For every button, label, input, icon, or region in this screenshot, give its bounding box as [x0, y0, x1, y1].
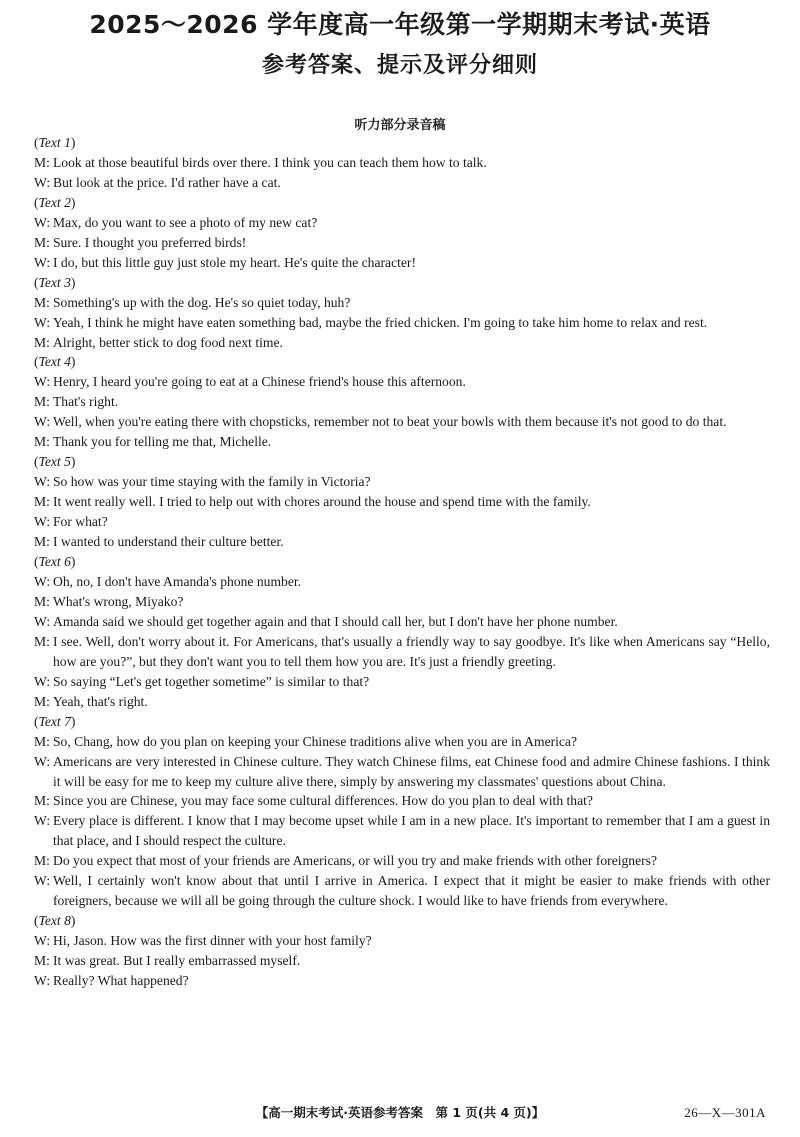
dialogue-line [34, 811, 770, 851]
text-section-label [34, 911, 770, 931]
speaker-label: M: [34, 853, 50, 869]
dialogue-line [34, 432, 770, 452]
section-heading: 听力部分录音稿 [354, 118, 446, 133]
text-label-name: Text 1 [38, 135, 71, 150]
dialogue-line [34, 412, 770, 432]
footer-exam-code: 26—X—301A [684, 1105, 766, 1120]
label-close-paren: ) [70, 454, 76, 470]
dialogue-line [34, 851, 770, 871]
speaker-label: W: [34, 314, 51, 330]
dialogue-line [34, 173, 770, 193]
dialogue-text: That's right. [53, 394, 119, 410]
dialogue-line [34, 472, 770, 492]
text-label-name: Text 2 [38, 194, 71, 210]
speaker-label: M: [34, 394, 50, 410]
text-label-name: Text 7 [38, 713, 71, 729]
dialogue-text: What's wrong, Miyako? [53, 593, 184, 609]
text-label-name: Text 3 [38, 274, 71, 290]
text-label-name: Text 4 [38, 354, 71, 370]
page-footer [0, 1103, 800, 1123]
dialogue-line [34, 213, 770, 233]
dialogue-line [34, 293, 770, 313]
dialogue-line [34, 532, 770, 552]
label-open-paren: ( [34, 913, 39, 929]
speaker-label: M: [34, 154, 50, 170]
dialogue-line [34, 632, 770, 672]
speaker-label: W: [34, 214, 51, 230]
dialogue-line [34, 612, 770, 632]
dialogue-text: Yeah, I think he might have eaten something bad, maybe the fried chicken. I'm going to take him home to relax and rest. [53, 314, 708, 330]
dialogue-text: Amanda said we should get together again and that I should call her, but I don't have her phone number. [53, 613, 618, 629]
page-title: 2025～2026 学年度高一年级第一学期期末考试·英语 [89, 10, 711, 39]
dialogue-line [34, 512, 770, 532]
label-open-paren: ( [34, 274, 39, 290]
dialogue-text: Really? What happened? [53, 973, 189, 989]
dialogue-line [34, 752, 770, 792]
dialogue-text: Henry, I heard you're going to eat at a Chinese friend's house this afternoon. [53, 374, 466, 390]
dialogue-line [34, 153, 770, 173]
dialogue-line [34, 592, 770, 612]
dialogue-text: Sure. I thought you preferred birds! [53, 234, 247, 250]
speaker-label: W: [34, 573, 51, 589]
speaker-label: M: [34, 494, 50, 510]
dialogue-text: For what? [53, 514, 108, 530]
dialogue-text: Alright, better stick to dog food next time. [53, 334, 283, 350]
speaker-label: M: [34, 234, 50, 250]
speaker-label: M: [34, 593, 50, 609]
speaker-label: M: [34, 793, 50, 809]
dialogue-line [34, 951, 770, 971]
dialogue-text: Do you expect that most of your friends are Americans, or will you try and make friends with other foreigners? [53, 853, 657, 869]
dialogue-text: Well, I certainly won't know about that until I arrive in America. I expect that it might be easier to make friends with other foreigners, because we will all be going through the culture shock. I would like to have friends from everywhere. [53, 873, 770, 909]
speaker-label: W: [34, 933, 51, 949]
dialogue-text: Something's up with the dog. He's so quiet today, huh? [53, 294, 351, 310]
dialogue-text: Since you are Chinese, you may face some cultural differences. How do you plan to deal with that? [53, 793, 593, 809]
dialogue-text: So, Chang, how do you plan on keeping your Chinese traditions alive when you are in America? [53, 733, 578, 749]
text-section-label [34, 712, 770, 732]
dialogue-text: I wanted to understand their culture better. [53, 534, 284, 550]
text-label-name: Text 8 [38, 913, 71, 929]
label-open-paren: ( [34, 554, 39, 570]
speaker-label: W: [34, 374, 51, 390]
text-section-label [34, 352, 770, 372]
speaker-label: W: [34, 174, 51, 190]
dialogue-text: I see. Well, don't worry about it. For Americans, that's usually a friendly way to say goodbye. It's like when Americans say “Hello, how are you?”, but they don't want you to tell them how you are. It's just a friendly greeting. [53, 633, 770, 669]
dialogue-text: So how was your time staying with the family in Victoria? [53, 474, 371, 490]
dialogue-text: It was great. But I really embarrassed myself. [53, 953, 301, 969]
dialogue-line [34, 672, 770, 692]
speaker-label: W: [34, 813, 51, 829]
speaker-label: M: [34, 693, 50, 709]
dialogue-text: I do, but this little guy just stole my heart. He's quite the character! [53, 254, 416, 270]
label-close-paren: ) [70, 354, 76, 370]
dialogue-line [34, 372, 770, 392]
dialogue-text: Well, when you're eating there with chopsticks, remember not to beat your bowls with them because it's not good to do that. [53, 414, 727, 430]
speaker-label: W: [34, 873, 51, 889]
text-section-label [34, 452, 770, 472]
speaker-label: W: [34, 474, 51, 490]
text-label-name: Text 6 [38, 554, 71, 570]
dialogue-line [34, 313, 770, 333]
label-close-paren: ) [70, 135, 76, 150]
dialogue-line [34, 253, 770, 273]
speaker-label: W: [34, 753, 51, 769]
dialogue-text: Oh, no, I don't have Amanda's phone number. [53, 573, 302, 589]
speaker-label: M: [34, 334, 50, 350]
text-section-label [34, 552, 770, 572]
page-subtitle: 参考答案、提示及评分细则 [261, 53, 538, 78]
speaker-label: M: [34, 953, 50, 969]
dialogue-text: But look at the price. I'd rather have a cat. [53, 174, 281, 190]
speaker-label: W: [34, 414, 51, 430]
dialogue-text: Americans are very interested in Chinese culture. They watch Chinese films, eat Chinese food and admire Chinese fashions. I think it will be easy for me to keep my culture alive there, simply by answering my classmates' questions about China. [53, 753, 770, 789]
label-open-paren: ( [34, 135, 39, 150]
dialogue-text: It went really well. I tried to help out with chores around the house and spend time with the family. [53, 494, 591, 510]
speaker-label: W: [34, 673, 51, 689]
label-open-paren: ( [34, 713, 39, 729]
dialogue-text: Max, do you want to see a photo of my new cat? [53, 214, 318, 230]
label-close-paren: ) [70, 554, 76, 570]
listening-transcript [34, 133, 770, 991]
text-label-name: Text 5 [38, 454, 71, 470]
speaker-label: M: [34, 534, 50, 550]
dialogue-text: Thank you for telling me that, Michelle. [53, 434, 272, 450]
label-close-paren: ) [70, 913, 76, 929]
label-close-paren: ) [70, 194, 76, 210]
speaker-label: W: [34, 514, 51, 530]
text-section-label [34, 193, 770, 213]
dialogue-line [34, 233, 770, 253]
dialogue-line [34, 692, 770, 712]
dialogue-line [34, 392, 770, 412]
dialogue-text: So saying “Let's get together sometime” is similar to that? [53, 673, 370, 689]
speaker-label: W: [34, 973, 51, 989]
dialogue-text: Every place is different. I know that I may become upset while I am in a new place. It's important to remember that I am a guest in that place, and I should respect the culture. [53, 813, 770, 849]
speaker-label: W: [34, 613, 51, 629]
dialogue-line [34, 791, 770, 811]
label-open-paren: ( [34, 194, 39, 210]
dialogue-line [34, 931, 770, 951]
text-section-label [34, 273, 770, 293]
dialogue-line [34, 492, 770, 512]
speaker-label: M: [34, 633, 50, 649]
dialogue-text: Hi, Jason. How was the first dinner with your host family? [53, 933, 372, 949]
speaker-label: M: [34, 733, 50, 749]
text-section-label [34, 133, 770, 153]
speaker-label: M: [34, 434, 50, 450]
speaker-label: W: [34, 254, 51, 270]
dialogue-line [34, 732, 770, 752]
dialogue-line [34, 333, 770, 353]
label-close-paren: ) [70, 274, 76, 290]
dialogue-line [34, 572, 770, 592]
label-open-paren: ( [34, 454, 39, 470]
label-open-paren: ( [34, 354, 39, 370]
dialogue-text: Yeah, that's right. [53, 693, 148, 709]
dialogue-line [34, 871, 770, 911]
speaker-label: M: [34, 294, 50, 310]
footer-page-info: 【高一期末考试·英语参考答案 第 1 页(共 4 页)】 [255, 1105, 545, 1120]
dialogue-line [34, 971, 770, 991]
dialogue-text: Look at those beautiful birds over there. I think you can teach them how to talk. [53, 154, 487, 170]
label-close-paren: ) [70, 713, 76, 729]
